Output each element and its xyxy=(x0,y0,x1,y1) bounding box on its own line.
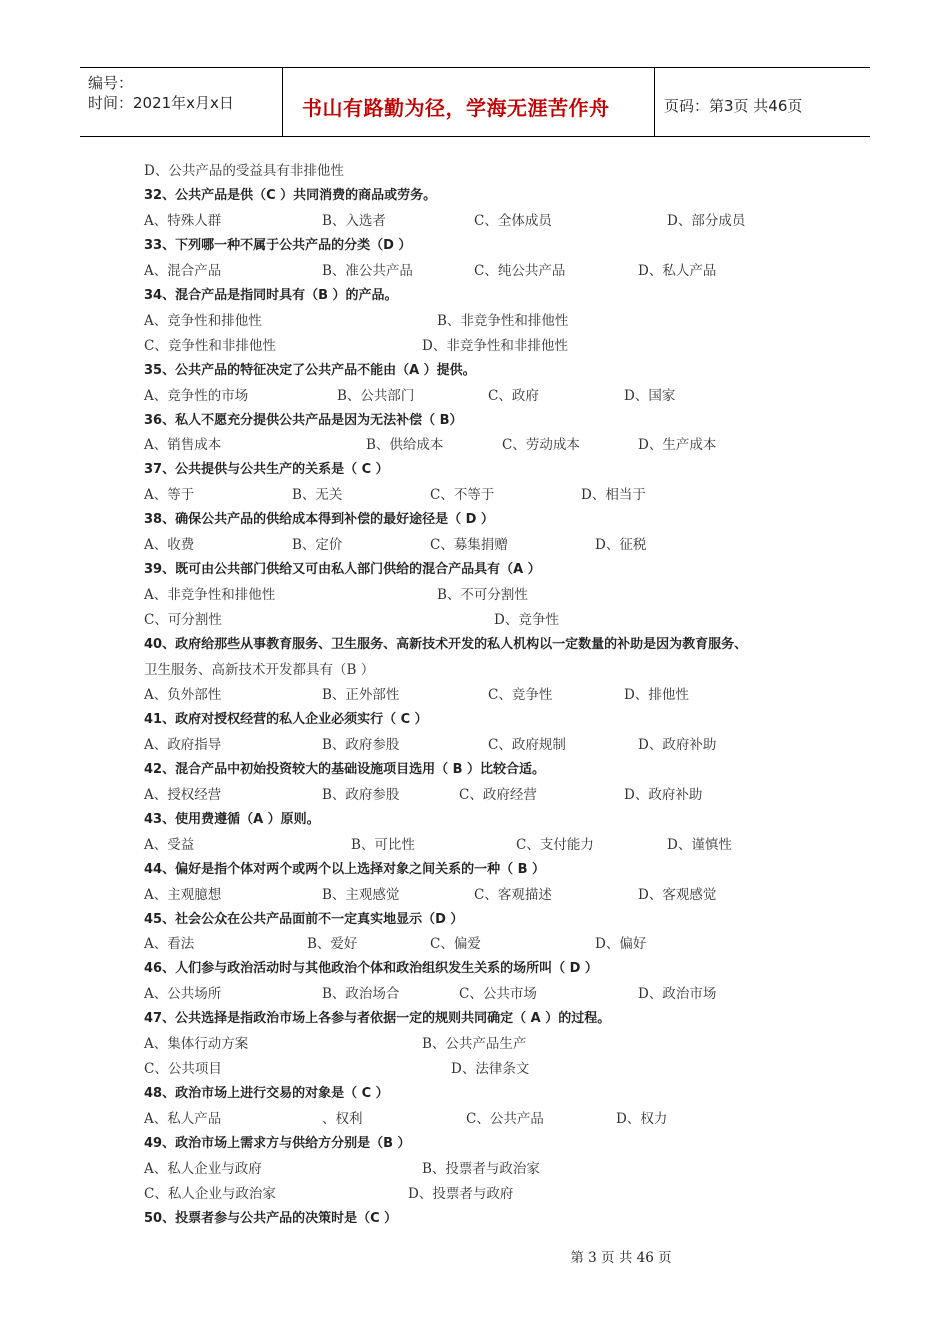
question-line: 32、公共产品是供（C ）共同消费的商品或劳务。 xyxy=(144,187,437,203)
answer-option: B、非竞争性和排他性 xyxy=(437,312,569,329)
answer-option: C、劳动成本 xyxy=(502,437,580,454)
answer-option: D、私人产品 xyxy=(638,262,717,279)
answer-option: C、公共市场 xyxy=(459,986,537,1003)
answer-option: C、支付能力 xyxy=(516,836,594,853)
answer-option: D、非竞争性和非排他性 xyxy=(422,337,568,354)
header-motto-cell xyxy=(282,68,655,136)
answer-option: A、负外部性 xyxy=(144,686,222,703)
answer-option: A、主观臆想 xyxy=(144,886,222,903)
answer-option: D、生产成本 xyxy=(638,437,717,454)
answer-option: D、政府补助 xyxy=(638,736,717,753)
answer-option: C、政府 xyxy=(488,387,539,404)
answer-option: A、授权经营 xyxy=(144,786,222,803)
answer-option: C、纯公共产品 xyxy=(474,262,566,279)
question-line: 44、偏好是指个体对两个或两个以上选择对象之间关系的一种（ B ） xyxy=(144,861,546,877)
question-line: 41、政府对授权经营的私人企业必须实行（ C ） xyxy=(144,711,428,727)
question-line: 49、政治市场上需求方与供给方分别是（B ） xyxy=(144,1136,411,1152)
answer-option: A、竞争性的市场 xyxy=(144,387,249,404)
answer-option: C、客观描述 xyxy=(474,886,552,903)
answer-option: C、募集捐赠 xyxy=(430,537,508,554)
question-line: 45、社会公众在公共产品面前不一定真实地显示（D ） xyxy=(144,911,464,927)
answer-option: C、公共项目 xyxy=(144,1061,222,1078)
answer-option: D、竞争性 xyxy=(494,612,559,629)
answer-option: D、政治市场 xyxy=(638,986,717,1003)
doc-date-label: 时间：2021年x月x日 xyxy=(88,94,234,112)
answer-option: A、等于 xyxy=(144,487,195,504)
answer-option: B、公共产品生产 xyxy=(422,1036,527,1053)
answer-option: A、非竞争性和排他性 xyxy=(144,587,276,604)
answer-option: B、正外部性 xyxy=(322,686,400,703)
answer-option: B、政府参股 xyxy=(322,736,400,753)
answer-option: D、客观感觉 xyxy=(638,886,717,903)
answer-option: A、公共场所 xyxy=(144,986,222,1003)
answer-option: C、不等于 xyxy=(430,487,495,504)
answer-option: A、混合产品 xyxy=(144,262,222,279)
question-line: 33、下列哪一种不属于公共产品的分类（D ） xyxy=(144,237,412,253)
answer-option: B、公共部门 xyxy=(337,387,415,404)
question-line: 39、既可由公共部门供给又可由私人部门供给的混合产品具有（A ） xyxy=(144,562,541,578)
page-header xyxy=(80,67,870,137)
answer-option: D、征税 xyxy=(595,537,647,554)
answer-option: D、相当于 xyxy=(581,487,646,504)
answer-option: D、偏好 xyxy=(595,936,647,953)
page-indicator: 页码：第3页 共46页 xyxy=(664,97,803,115)
answer-option: B、供给成本 xyxy=(366,437,444,454)
answer-option: A、销售成本 xyxy=(144,437,222,454)
answer-option: A、看法 xyxy=(144,936,195,953)
question-line: 42、混合产品中初始投资较大的基础设施项目选用（ B ）比较合适。 xyxy=(144,761,546,777)
question-line: 48、政治市场上进行交易的对象是（ C ） xyxy=(144,1086,389,1102)
question-line: 47、公共选择是指政治市场上各参与者依据一定的规则共同确定（ A ）的过程。 xyxy=(144,1011,611,1027)
answer-option: 卫生服务、高新技术开发都具有（B ） xyxy=(144,662,375,678)
answer-option: D、权力 xyxy=(616,1111,668,1128)
question-line: 40、政府给那些从事教育服务、卫生服务、高新技术开发的私人机构以一定数量的补助是因为教育服务、 xyxy=(144,637,748,653)
answer-option: A、私人产品 xyxy=(144,1111,222,1128)
answer-option: A、竞争性和排他性 xyxy=(144,312,262,329)
doc-number-label: 编号： xyxy=(88,74,134,92)
answer-option: C、私人企业与政治家 xyxy=(144,1185,276,1202)
answer-option: B、可比性 xyxy=(351,836,415,853)
answer-option: D、部分成员 xyxy=(667,212,746,229)
answer-option: C、偏爱 xyxy=(430,936,481,953)
question-line: 36、私人不愿充分提供公共产品是因为无法补偿（ B） xyxy=(144,412,463,428)
page-footer xyxy=(0,1246,950,1266)
answer-option: C、竞争性和非排他性 xyxy=(144,337,276,354)
question-line: 43、使用费遵循（A ）原则。 xyxy=(144,811,320,827)
answer-option: B、政治场合 xyxy=(322,986,400,1003)
footer-page-number: 第 3 页 共 46 页 xyxy=(570,1250,672,1266)
answer-option: B、准公共产品 xyxy=(322,262,413,279)
answer-option: 、权利 xyxy=(322,1111,363,1128)
answer-option: D、投票者与政府 xyxy=(408,1185,514,1202)
answer-option: B、定价 xyxy=(292,537,343,554)
answer-option: B、投票者与政治家 xyxy=(422,1161,540,1177)
question-line: 38、确保公共产品的供给成本得到补偿的最好途径是（ D ） xyxy=(144,512,494,528)
question-line: 37、公共提供与公共生产的关系是（ C ） xyxy=(144,462,389,478)
answer-option: C、可分割性 xyxy=(144,612,222,629)
question-line: 35、公共产品的特征决定了公共产品不能由（A ）提供。 xyxy=(144,362,476,378)
answer-option: C、全体成员 xyxy=(474,212,552,229)
answer-option: D、国家 xyxy=(624,387,676,404)
answer-option: B、政府参股 xyxy=(322,786,400,803)
answer-option: A、特殊人群 xyxy=(144,212,222,229)
answer-option: C、竞争性 xyxy=(488,686,553,703)
answer-option: C、公共产品 xyxy=(466,1111,544,1128)
answer-option: A、受益 xyxy=(144,836,195,853)
answer-option: D、法律条文 xyxy=(451,1061,530,1078)
question-line: 34、混合产品是指同时具有（B ）的产品。 xyxy=(144,287,398,303)
answer-option: B、无关 xyxy=(292,487,343,504)
question-line: 46、人们参与政治活动时与其他政治个体和政治组织发生关系的场所叫（ D ） xyxy=(144,961,598,977)
answer-option: A、政府指导 xyxy=(144,736,222,753)
answer-option: D、排他性 xyxy=(624,686,689,703)
answer-option: C、政府经营 xyxy=(459,786,537,803)
answer-option: D、谨慎性 xyxy=(667,836,732,853)
motto-text: 书山有路勤为径，学海无涯苦作舟 xyxy=(302,96,610,120)
answer-option: B、不可分割性 xyxy=(437,587,528,604)
answer-option: B、爱好 xyxy=(307,936,358,953)
answer-option: B、入选者 xyxy=(322,212,386,229)
answer-option: D、政府补助 xyxy=(624,786,703,803)
answer-option: D、公共产品的受益具有非排他性 xyxy=(144,163,344,179)
answer-option: A、集体行动方案 xyxy=(144,1036,249,1053)
answer-option: A、私人企业与政府 xyxy=(144,1161,262,1177)
header-page-cell xyxy=(655,68,870,136)
answer-option: C、政府规制 xyxy=(488,736,566,753)
answer-option: A、收费 xyxy=(144,537,195,554)
question-line: 50、投票者参与公共产品的决策时是（C ） xyxy=(144,1210,398,1226)
answer-option: B、主观感觉 xyxy=(322,886,400,903)
header-info-cell xyxy=(80,68,283,136)
